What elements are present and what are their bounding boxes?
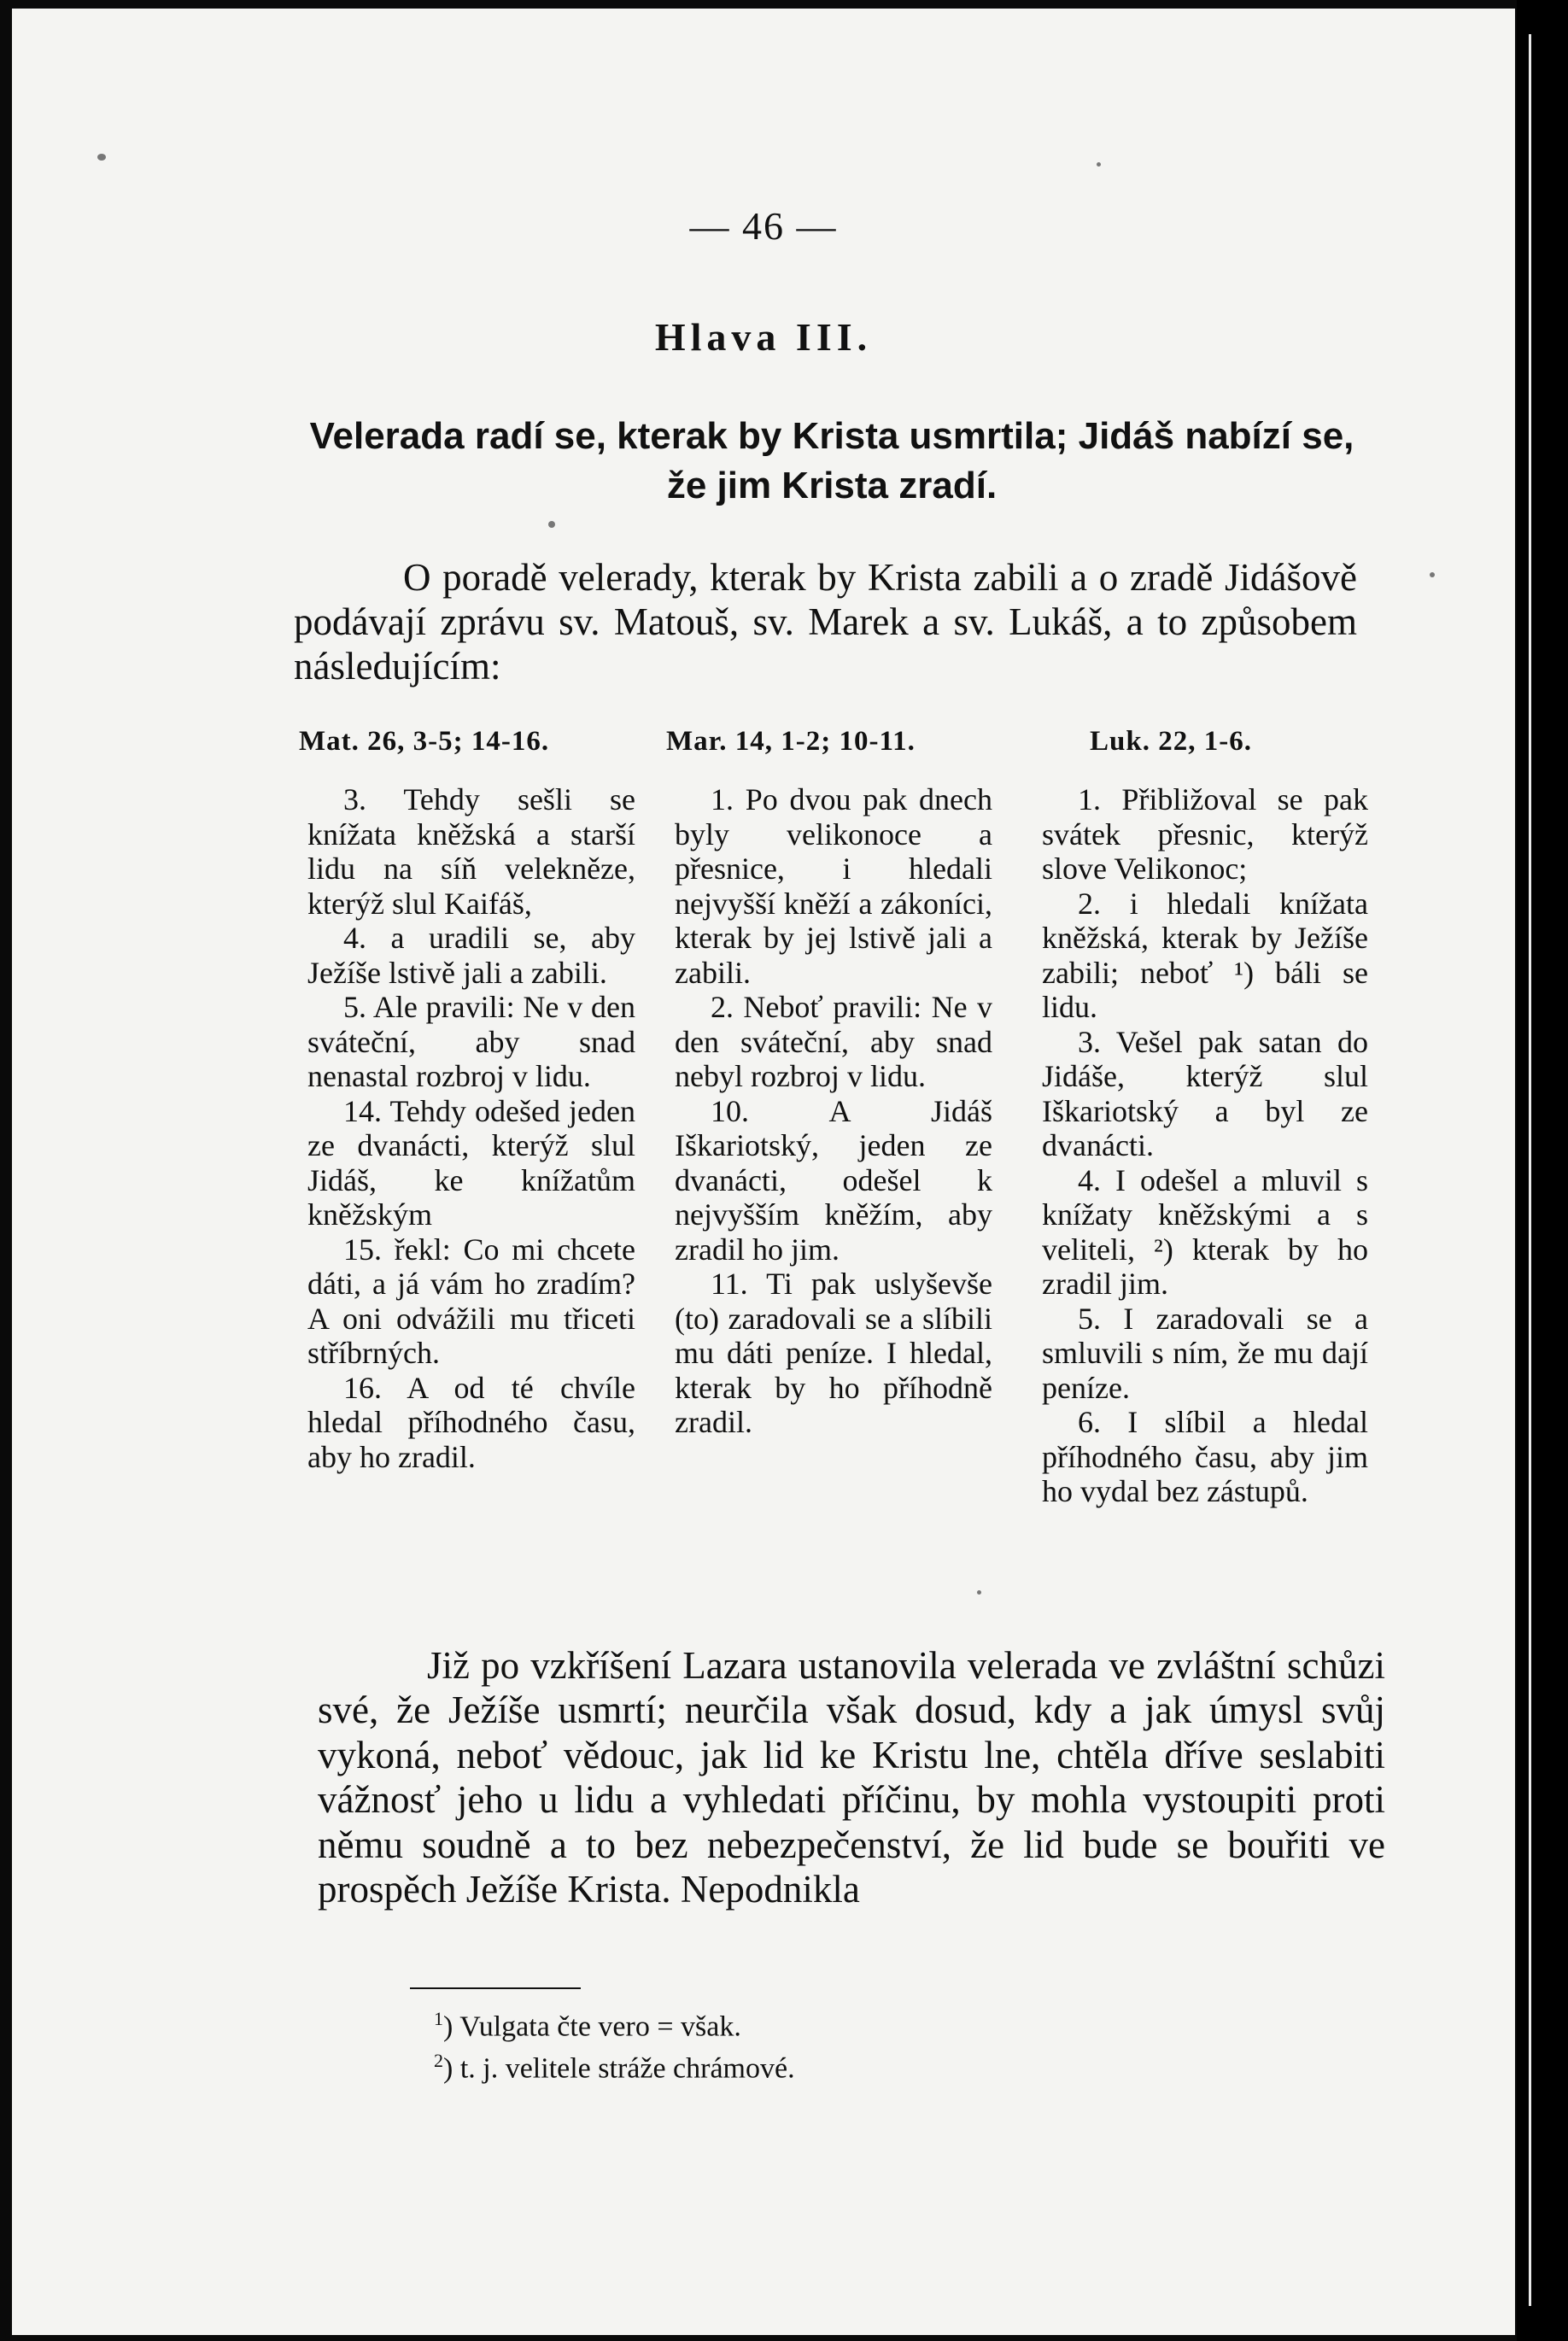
footnote-text: ) Vulgata čte vero = však. — [443, 2010, 741, 2043]
scan-speck — [97, 154, 106, 161]
intro-text: O poradě velerady, kterak by Krista zabili a o zradě Jidášově podávají zprávu sv. Matouš, sv. Marek a sv. Lukáš, a to způsobem následujícím: — [294, 556, 1357, 688]
verse: 5. I zaradovali se a smluvili s ním, že mu dají peníze. — [1042, 1301, 1368, 1405]
scan-speck — [548, 521, 555, 528]
footnote — [434, 2044, 795, 2086]
chapter-subtitle: Velerada radí se, kterak by Krista usmrtila; Jidáš nabízí se, že jim Krista zradí. — [309, 415, 1354, 506]
verse: 3. Tehdy sešli se knížata kněžská a starší lidu na síň velekněze, kterýž slul Kaifáš, — [307, 782, 635, 921]
column-heading-luke: Luk. 22, 1-6. — [1090, 726, 1252, 757]
scan-speck — [1097, 162, 1101, 167]
body-paragraph — [318, 1643, 1385, 1911]
footnote-rule — [410, 1987, 581, 1989]
verse: 6. I slíbil a hledal příhodného času, aby jim ho vydal bez zástupů. — [1042, 1405, 1368, 1508]
column-heading-matthew: Mat. 26, 3-5; 14-16. — [299, 726, 550, 757]
footnote — [434, 2002, 795, 2044]
verse: 1. Přibližoval se pak svátek přesnic, kterýž slove Velikonoc; — [1042, 782, 1368, 886]
verse: 11. Ti pak uslyševše (to) zaradovali se a slíbili mu dáti peníze. I hledal, kterak by ho příhodně zradil. — [675, 1267, 992, 1439]
verse: 1. Po dvou pak dnech byly velikonoce a přesnice, i hledali nejvyšší kněží a zákoníci, kterak by jej lstivě jali a zabili. — [675, 782, 992, 990]
verse: 5. Ale pravili: Ne v den sváteční, aby snad nenastal rozbroj v lidu. — [307, 990, 635, 1093]
footnote-text: ) t. j. velitele stráže chrámové. — [443, 2052, 795, 2085]
body-text: Již po vzkříšení Lazara ustanovila velerada ve zvláštní schůzi své, že Ježíše usmrtí; neurčila však dosud, kdy a jak úmysl svůj vykoná, neboť vědouc, jak lid ke Kristu lne, chtěla dříve seslabiti vážnosť jeho u lidu a vyhledati příčinu, by mohla vystoupiti proti němu soudně a to bez nebezpečenství, že lid bude se bouřiti ve prospěch Ježíše Krista. Nepodnikla — [318, 1644, 1385, 1911]
column-luke — [1042, 782, 1368, 1509]
scan-speck — [977, 1590, 981, 1595]
column-heading-mark: Mar. 14, 1-2; 10-11. — [666, 726, 916, 757]
verse: 16. A od té chvíle hledal příhodného času, aby ho zradil. — [307, 1370, 635, 1474]
verse: 14. Tehdy odešed jeden ze dvanácti, kterýž slul Jidáš, ke knížatům kněžským — [307, 1093, 635, 1232]
footnote-mark: 1 — [434, 2008, 443, 2029]
intro-paragraph — [294, 555, 1357, 688]
scan-edge-line — [1529, 34, 1531, 2306]
page-number: — 46 — — [689, 204, 838, 248]
verse: 2. Neboť pravili: Ne v den sváteční, aby snad nebyl rozbroj v lidu. — [675, 990, 992, 1093]
verse: 3. Vešel pak satan do Jidáše, kterýž slul Iškariotský a byl ze dvanácti. — [1042, 1024, 1368, 1162]
column-mark — [675, 782, 992, 1440]
verse: 15. řekl: Co mi chcete dáti, a já vám ho zradím? A oni odvážili mu třiceti stříbrných. — [307, 1232, 635, 1370]
scan-border — [1517, 0, 1568, 2341]
book-page — [12, 9, 1515, 2335]
chapter-heading: Hlava III. — [654, 315, 873, 359]
verse: 4. I odešel a mluvil s knížaty kněžskými a s veliteli, ²) kterak by ho zradil jim. — [1042, 1162, 1368, 1301]
footnotes — [434, 2002, 795, 2086]
footnote-mark: 2 — [434, 2050, 443, 2072]
scan-speck — [1430, 572, 1435, 577]
verse: 2. i hledali knížata kněžská, kterak by Ježíše zabili; neboť ¹) báli se lidu. — [1042, 886, 1368, 1024]
column-matthew — [307, 782, 635, 1474]
verse: 4. a uradili se, aby Ježíše lstivě jali a zabili. — [307, 921, 635, 990]
verse: 10. A Jidáš Iškariotský, jeden ze dvanácti, odešel k nejvyšším kněžím, aby zradil ho jim. — [675, 1093, 992, 1267]
